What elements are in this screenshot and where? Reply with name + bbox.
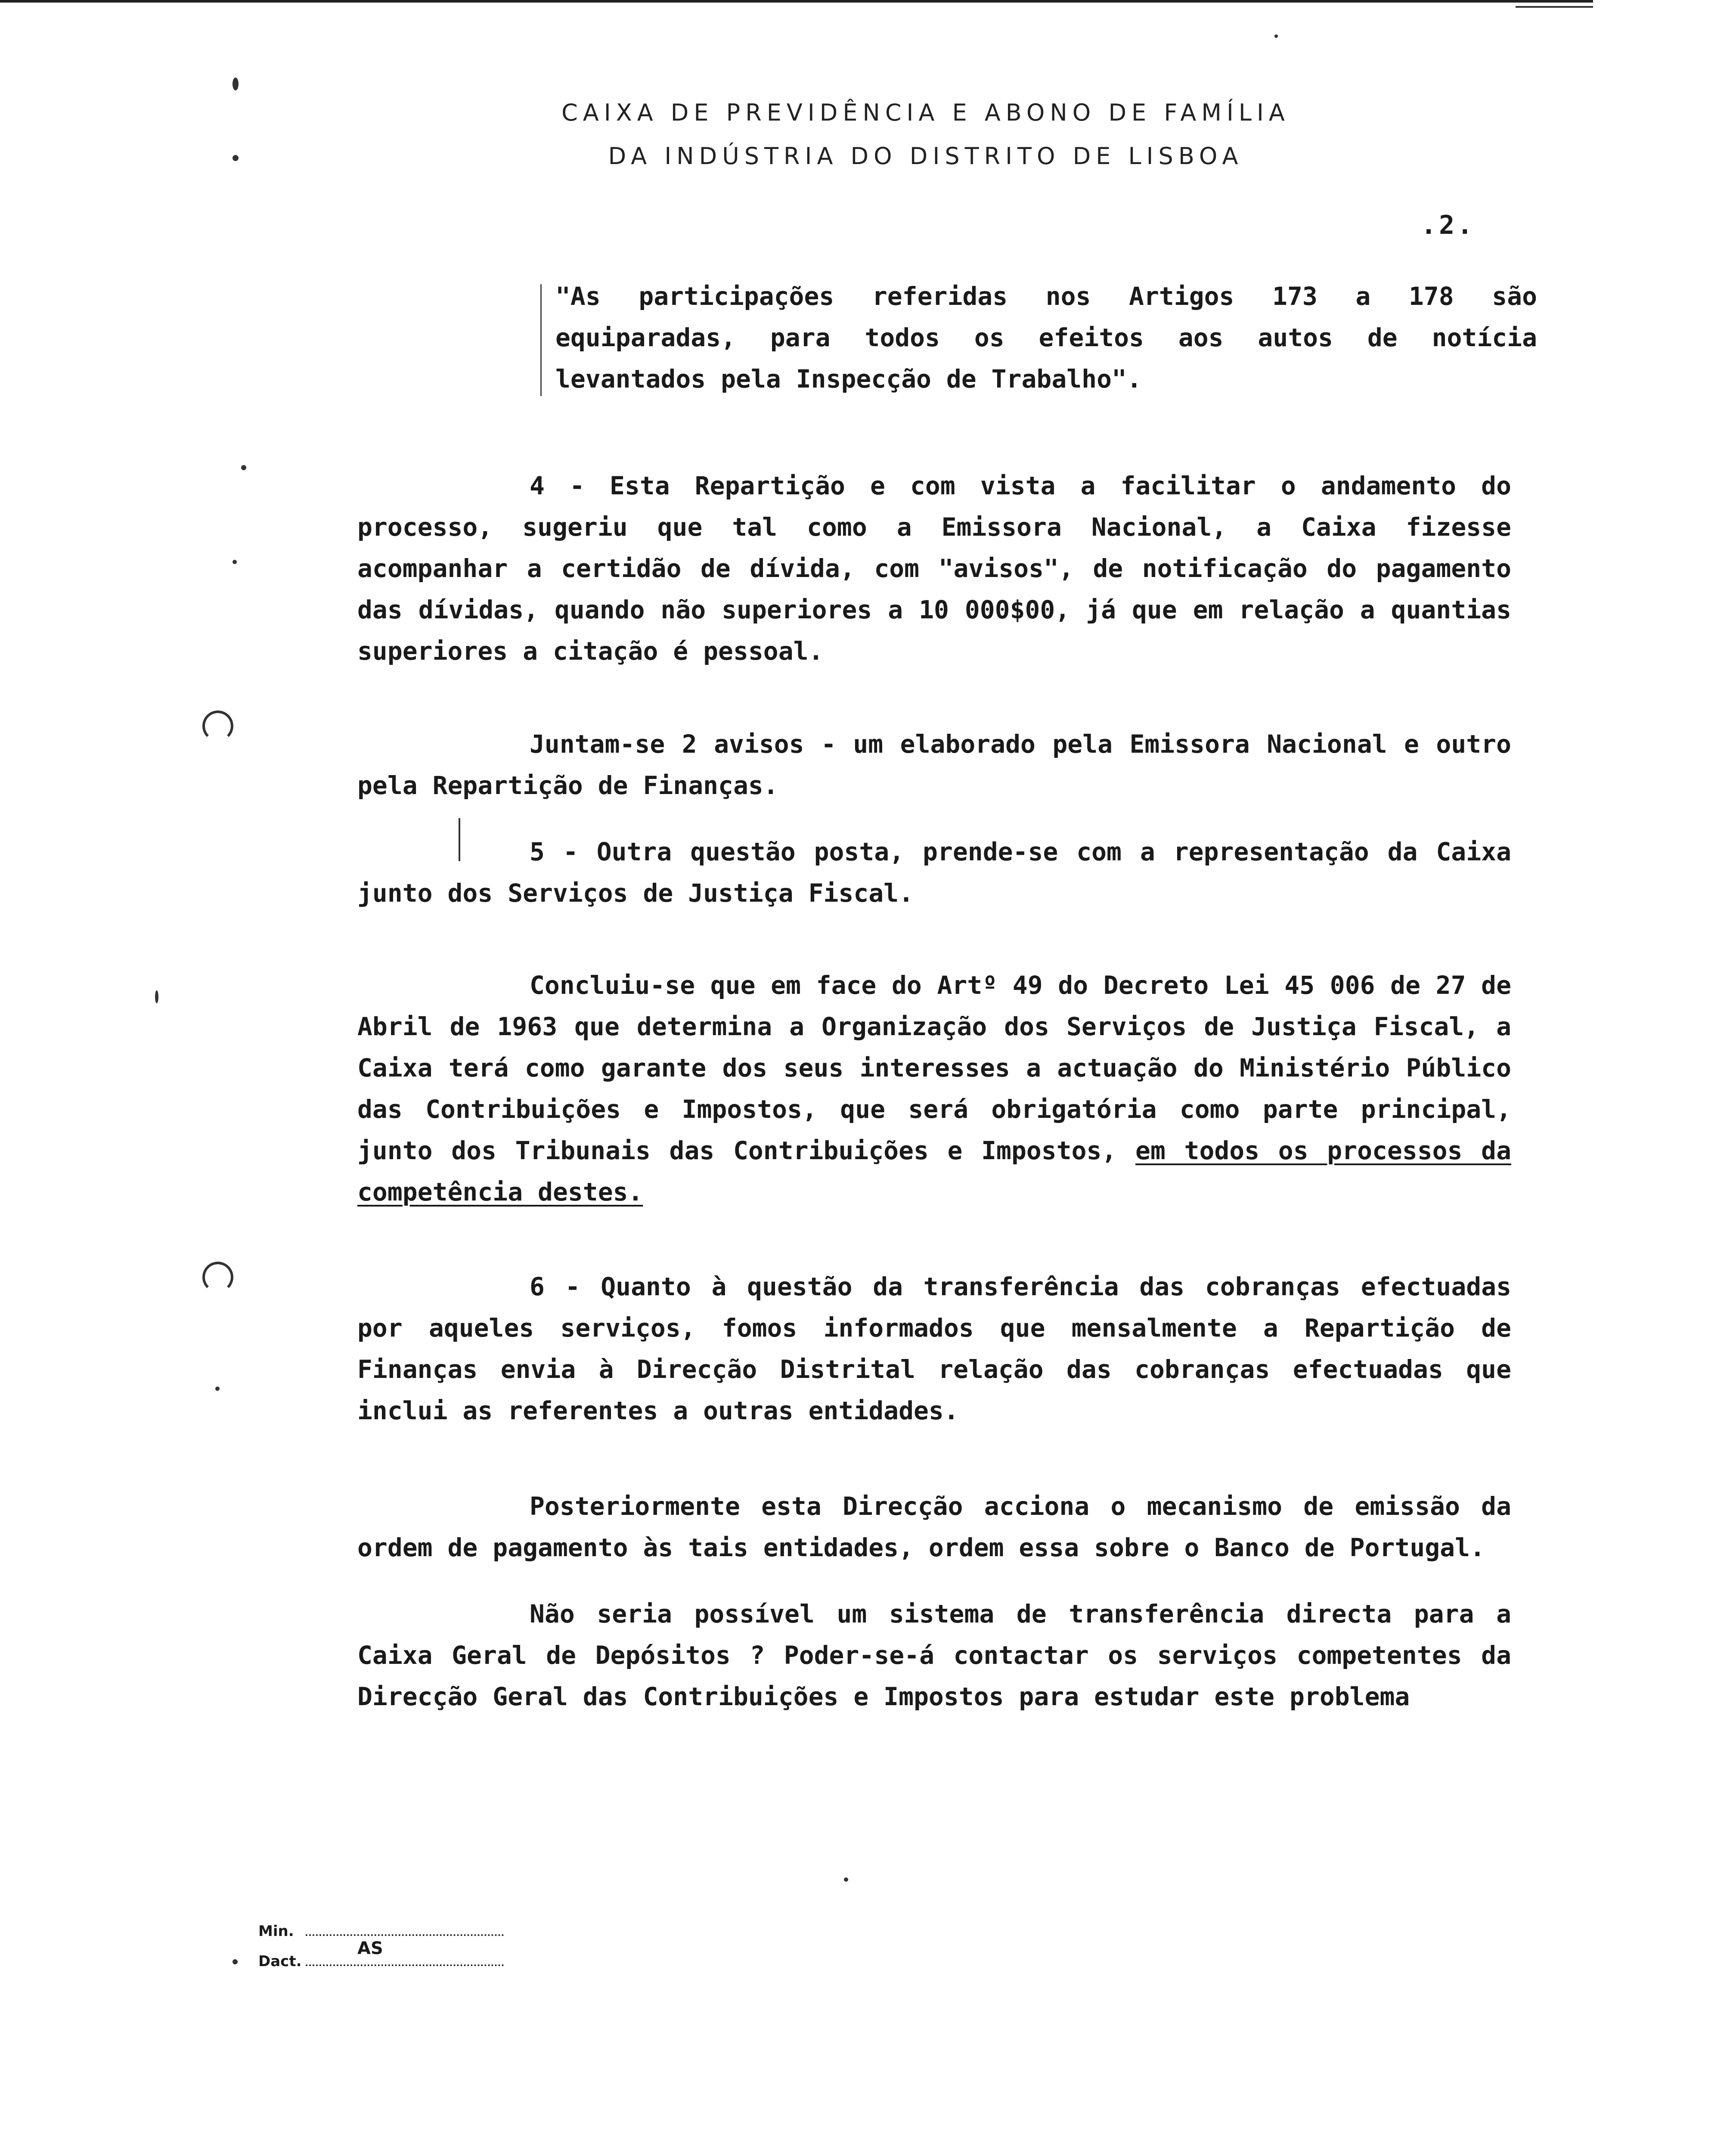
footer-min-label: Min. — [258, 1923, 294, 1940]
paragraph-juntam-text: Juntam-se 2 avisos - um elaborado pela Emissora Nacional e outro pela Repartição de Finanças. — [357, 729, 1511, 800]
paragraph-4-text: 4 - Esta Repartição e com vista a facilitar o andamento do processo, sugeriu que tal como a Emissora Nacional, a Caixa fizesse acompanhar a certidão de dívida, com "avisos", de notificação do pagamento das dívidas, quando não superiores a 10 000$00, já que em relação a quantias superiores a citação é pessoal. — [357, 471, 1511, 666]
letterhead-line-2: DA INDÚSTRIA DO DISTRITO DE LISBOA — [608, 143, 1243, 170]
conclusion-underlined-text: em todos os processos da competência destes. — [357, 1136, 1512, 1207]
conclusion-main-text: Concluiu-se que em face do Artº 49 do Decreto Lei 45 006 de 27 de Abril de 1963 que determina a Organização dos Serviços de Justiça Fiscal, a Caixa terá como garante dos seus interesses a actuação do Ministério Público das Contribuições e Impostos, que será obrigatória como parte principal, junto dos Tribunais das Contribuições e Impostos, — [357, 971, 1511, 1165]
quote-margin-mark — [540, 284, 542, 396]
footer-signature-lines — [258, 1916, 504, 1976]
paragraph-5-text: 5 - Outra questão posta, prende-se com a representação da Caixa junto dos Serviços de Justiça Fiscal. — [357, 837, 1511, 908]
top-rule-accent — [1516, 6, 1593, 8]
footer-dact-label: Dact. — [258, 1953, 302, 1970]
quote-paragraph — [555, 276, 1537, 400]
paragraph-nao-seria-text: Não seria possível um sistema de transferência directa para a Caixa Geral de Depósitos ? Poder-se-á contactar os serviços competentes da Direcção Geral das Contribuições e Impostos para estudar este problema — [357, 1599, 1511, 1711]
paragraph-6-text: 6 - Quanto à questão da transferência das cobranças efectuadas por aqueles serviços, fomos informados que mensalmente a Repartição de Finanças envia à Direcção Distrital relação das cobranças efectuadas que inclui as referentes a outras entidades. — [357, 1272, 1511, 1425]
punch-hole-icon — [202, 710, 233, 741]
quote-text: "As participações referidas nos Artigos 173 a 178 são equiparadas, para todos os efeitos aos autos de notícia levantados pela Inspecção de Trabalho". — [555, 282, 1537, 394]
paragraph-5 — [357, 831, 1511, 914]
scan-speck — [1274, 34, 1278, 38]
scan-speck — [232, 155, 239, 161]
top-rule — [0, 0, 1593, 3]
scan-speck — [232, 560, 237, 564]
scan-speck — [232, 78, 239, 90]
footer-dact-value: AS — [357, 1939, 383, 1958]
scan-speck — [241, 465, 246, 470]
scan-speck — [215, 1387, 220, 1391]
scan-speck — [844, 1877, 848, 1882]
scan-speck — [232, 1959, 238, 1964]
page-number: .2. — [1421, 210, 1476, 240]
footer-dact-line — [306, 1939, 504, 1966]
paragraph-conclusion — [357, 965, 1511, 1213]
footer-min-line — [306, 1923, 504, 1936]
paragraph-nao-seria — [357, 1593, 1511, 1717]
footer-dact-row — [258, 1939, 504, 1976]
letterhead — [560, 99, 1292, 170]
paragraph-6 — [357, 1266, 1511, 1431]
paragraph-juntam — [357, 723, 1511, 806]
paragraph-conclusion-text — [357, 965, 1511, 1213]
paragraph-4 — [357, 465, 1511, 672]
paragraph-posteriormente-text: Posteriormente esta Direcção acciona o mecanismo de emissão da ordem de pagamento às tais entidades, ordem essa sobre o Banco de Portugal. — [357, 1492, 1511, 1562]
punch-hole-icon — [202, 1262, 233, 1293]
scan-speck — [155, 990, 158, 1003]
paragraph-posteriormente — [357, 1486, 1511, 1568]
letterhead-line-1: CAIXA DE PREVIDÊNCIA E ABONO DE FAMÍLIA — [561, 99, 1290, 126]
